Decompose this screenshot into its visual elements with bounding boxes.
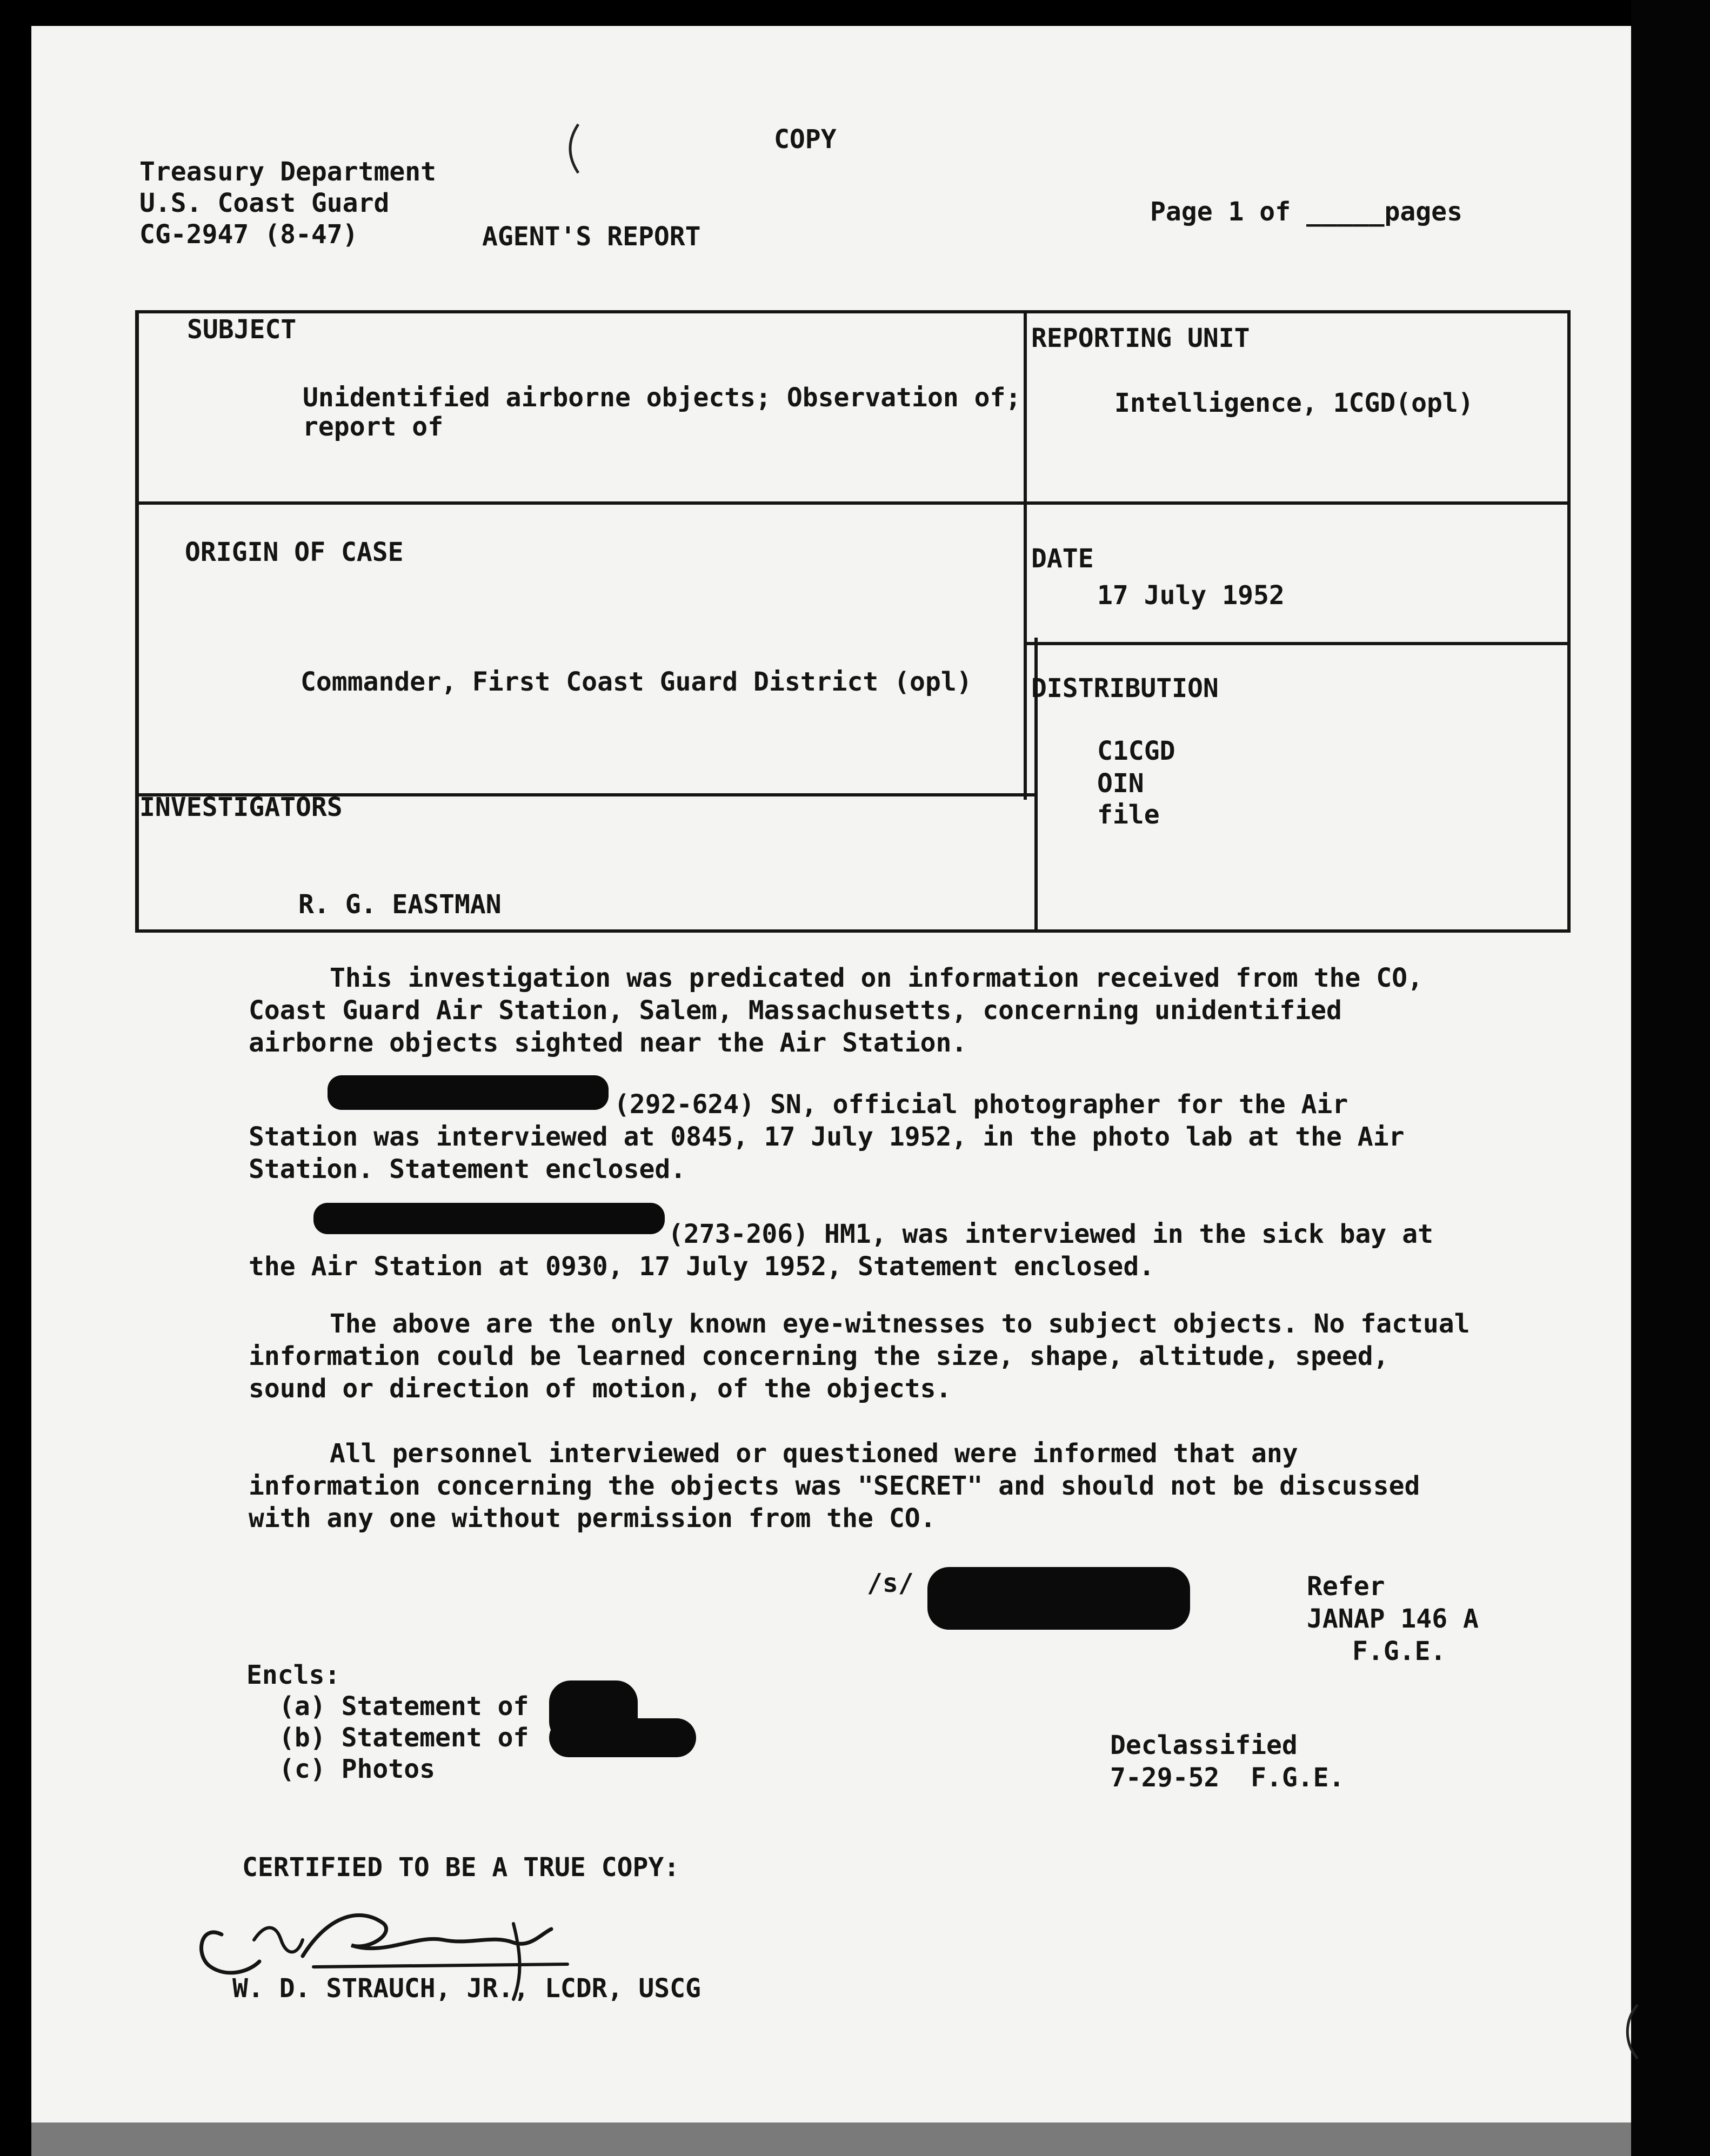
- form-divider-vertical-top: [1024, 311, 1027, 800]
- body-paragraph: All personnel interviewed or questioned were informed that any information concerning the objects was "SECRET" and should not be discussed with any one without permission from the CO.: [249, 1438, 1420, 1534]
- reporting-unit-value: Intelligence, 1CGD(opl): [1114, 388, 1474, 418]
- origin-label: ORIGIN OF CASE: [185, 537, 404, 567]
- enclosure-item: (b) Statement of: [279, 1723, 529, 1753]
- distribution-item: C1CGD: [1097, 736, 1175, 766]
- origin-value: Commander, First Coast Guard District (opl): [300, 667, 972, 697]
- enclosures-label: Encls:: [246, 1660, 340, 1690]
- investigators-label: INVESTIGATORS: [139, 792, 343, 822]
- scan-right-edge: [1631, 0, 1710, 2156]
- form-number: CG-2947 (8-47): [139, 219, 358, 250]
- department-line-2: U.S. Coast Guard: [139, 188, 390, 218]
- certification-label: CERTIFIED TO BE A TRUE COPY:: [242, 1852, 680, 1883]
- subject-line-1: Unidentified airborne objects; Observation of;: [303, 383, 1021, 413]
- body-paragraph: (292-624) SN, official photographer for the Air Station was interviewed at 0845, 17 July 1952, in the photo lab at the Air Station. Statement enclosed.: [249, 1089, 1405, 1184]
- enclosure-item: (c) Photos: [279, 1754, 435, 1784]
- signature-prefix: /s/: [867, 1568, 914, 1598]
- body-paragraph: This investigation was predicated on information received from the CO, Coast Guard Air Station, Salem, Massachusetts, concerning unidentified airborne objects sighted near the Air Station.: [249, 963, 1423, 1058]
- refer-line: F.G.E.: [1352, 1636, 1446, 1666]
- refer-line: JANAP 146 A: [1307, 1604, 1479, 1634]
- department-line-1: Treasury Department: [139, 157, 437, 187]
- investigators-value: R. G. EASTMAN: [298, 889, 502, 920]
- form-divider-subject: [137, 501, 1569, 505]
- report-type: AGENT'S REPORT: [482, 222, 701, 252]
- subject-line-2: report of: [303, 412, 444, 442]
- refer-line: Refer: [1307, 1571, 1385, 1602]
- declassified-line: Declassified: [1110, 1730, 1298, 1760]
- declassified-line: 7-29-52 F.G.E.: [1110, 1763, 1345, 1793]
- copy-label: COPY: [774, 124, 837, 155]
- distribution-item: OIN: [1097, 768, 1144, 799]
- reporting-unit-label: REPORTING UNIT: [1031, 323, 1250, 353]
- body-paragraph: (273-206) HM1, was interviewed in the sick bay at the Air Station at 0930, 17 July 1952, Statement enclosed.: [249, 1219, 1434, 1282]
- enclosure-item: (a) Statement of: [279, 1691, 529, 1722]
- date-value: 17 July 1952: [1097, 580, 1285, 611]
- scan-bottom-band: [31, 2122, 1653, 2156]
- distribution-item: file: [1097, 800, 1160, 830]
- scan-mark: [557, 119, 600, 184]
- date-label: DATE: [1031, 544, 1094, 574]
- redaction-signature: [927, 1567, 1190, 1630]
- subject-label: SUBJECT: [187, 314, 297, 345]
- distribution-label: DISTRIBUTION: [1031, 673, 1219, 704]
- page-count: Page 1 of _____pages: [1150, 197, 1462, 227]
- form-divider-date: [1027, 642, 1569, 645]
- redaction-enclosure-name: [549, 1718, 696, 1757]
- scan-mark: [1616, 1999, 1648, 2064]
- body-paragraph: The above are the only known eye-witnesses to subject objects. No factual information could be learned concerning the size, shape, altitude, speed, sound or direction of motion, of the objects.: [249, 1309, 1470, 1404]
- certification-name: W. D. STRAUCH, JR., LCDR, USCG: [232, 1973, 701, 2004]
